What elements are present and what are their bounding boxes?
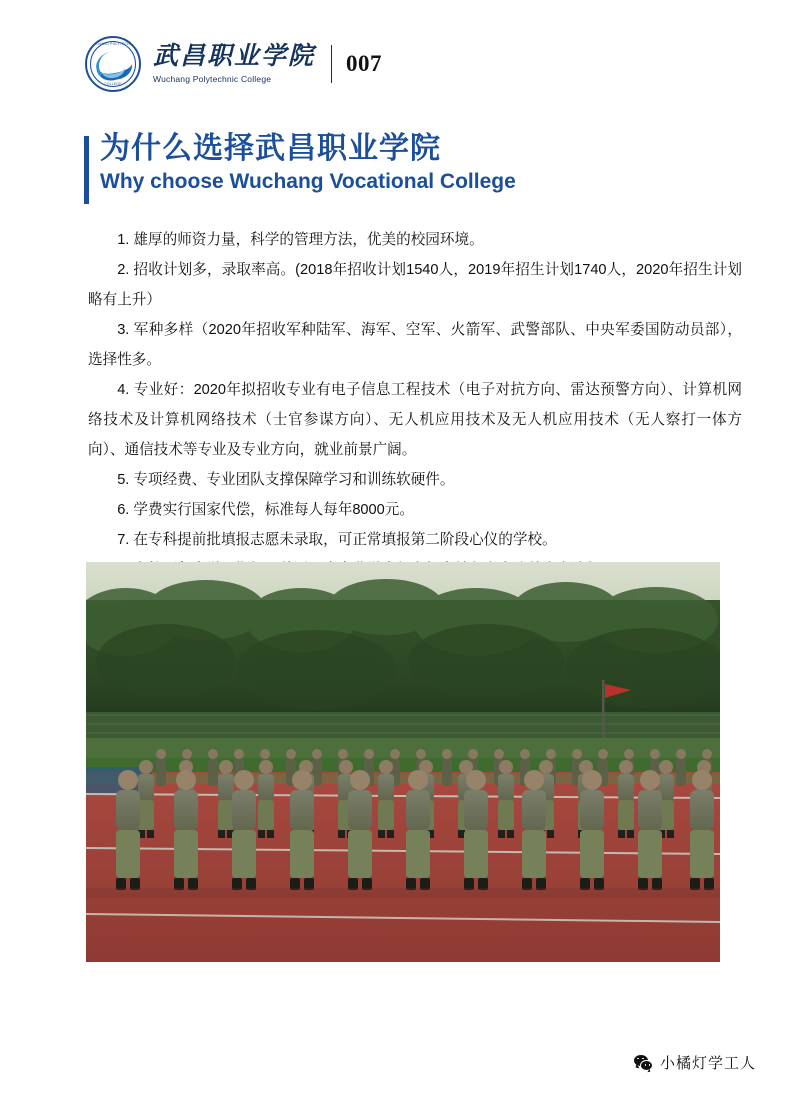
college-logo-icon: [85, 36, 141, 92]
title-accent-bar: [84, 136, 89, 204]
logo-ring-top-text: WUCHANG POLYTECHNIC: [89, 42, 137, 46]
logo-chinese-name: 武昌职业学院: [153, 42, 316, 70]
page-header: [85, 34, 382, 94]
content-paragraph: 3. 军种多样（2020年招收军种陆军、海军、空军、火箭军、武警部队、中央军委国防动员部），选择性多。: [88, 322, 742, 368]
content-paragraph: 2. 招收计划多，录取率高。(2018年招收计划1540人，2019年招生计划1740人，2020年招生计划略有上升）: [88, 262, 742, 308]
logo-ring-bottom-text: COLLEGE: [104, 81, 122, 86]
content-paragraph: 4. 专业好：2020年拟招收专业有电子信息工程技术（电子对抗方向、雷达预警方向）、计算机网络技术及计算机网络技术（士官参谋方向）、无人机应用技术及无人机应用技术（无人察打一体方向）、通信技术等专业及专业方向，就业前景广阔。: [88, 382, 742, 458]
page-title: 为什么选择武昌职业学院: [100, 132, 441, 165]
content-paragraph: 5. 专项经费、专业团队支撑保障学习和训练软硬件。: [117, 472, 455, 488]
logo-english-name: Wuchang Polytechnic College: [153, 74, 272, 85]
footer-account: [634, 1052, 756, 1073]
page-number: 007: [346, 51, 383, 76]
body-content: [88, 225, 742, 585]
military-training-photo: [86, 562, 720, 962]
page-title-block: [84, 130, 744, 194]
footer-account-name: 小橘灯学工人: [659, 1055, 756, 1072]
content-paragraph: 6. 学费实行国家代偿，标准每人每年8000元。: [117, 502, 414, 518]
header-divider: [331, 45, 332, 83]
logo-wordmark: [153, 44, 315, 84]
content-paragraph: 7. 在专科提前批填报志愿未录取，可正常填报第二阶段心仪的学校。: [117, 532, 557, 548]
wechat-icon: [634, 1055, 653, 1071]
page-subtitle: Why choose Wuchang Vocational College: [100, 169, 516, 193]
content-paragraph: 1. 雄厚的师资力量，科学的管理方法，优美的校园环境。: [117, 232, 484, 248]
